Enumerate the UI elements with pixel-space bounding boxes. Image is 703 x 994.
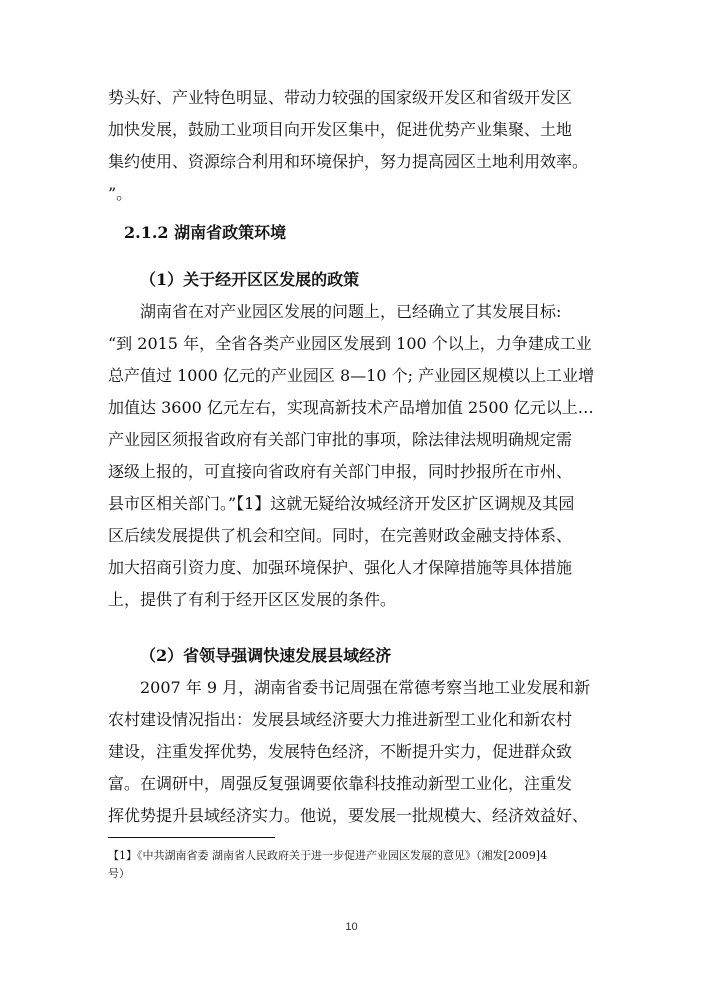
paragraph-line: 加快发展，鼓励工业项目向开发区集中，促进优势产业集聚、土地 bbox=[108, 120, 573, 139]
paragraph-line: 农村建设情况指出：发展县域经济要大力推进新型工业化和新农村 bbox=[108, 710, 573, 729]
paragraph-line: 加大招商引资力度、加强环境保护、强化人才保障措施等具体措施 bbox=[108, 558, 573, 577]
paragraph-line: 建设，注重发挥优势，发展特色经济，不断提升实力，促进群众致 bbox=[108, 742, 573, 761]
section-heading: 2.1.2 湖南省政策环境 bbox=[124, 223, 287, 242]
paragraph-line: 势头好、产业特色明显、带动力较强的国家级开发区和省级开发区 bbox=[108, 88, 573, 107]
paragraph-line: 区后续发展提供了机会和空间。同时，在完善财政金融支持体系、 bbox=[108, 526, 573, 545]
paragraph-line: “到 2015 年，全省各类产业园区发展到 100 个以上，力争建成工业 bbox=[108, 334, 592, 353]
subsection-heading: （1）关于经开区区发展的政策 bbox=[140, 270, 360, 289]
paragraph-line: 湖南省在对产业园区发展的问题上，已经确立了其发展目标: bbox=[140, 302, 562, 321]
paragraph-line: 上，提供了有利于经开区区发展的条件。 bbox=[108, 590, 397, 609]
paragraph-line: 挥优势提升县域经济实力。他说，要发展一批规模大、经济效益好、 bbox=[108, 806, 589, 825]
paragraph-line: 2007 年 9 月，湖南省委书记周强在常德考察当地工业发展和新 bbox=[140, 678, 591, 697]
page-number: 10 bbox=[345, 921, 358, 933]
footnote-divider bbox=[108, 837, 275, 838]
paragraph-line: 富。在调研中，周强反复强调要依靠科技推动新型工业化，注重发 bbox=[108, 774, 573, 793]
paragraph-line: 集约使用、资源综合利用和环境保护，努力提高园区土地利用效率。 bbox=[108, 152, 589, 171]
paragraph-line: 加值达 3600 亿元左右，实现高新技术产品增加值 2500 亿元以上… bbox=[108, 398, 594, 417]
paragraph-line: 产业园区须报省政府有关部门审批的事项，除法律法规明确规定需 bbox=[108, 430, 573, 449]
footnote-line: 号） bbox=[108, 867, 130, 880]
paragraph-line: 总产值过 1000 亿元的产业园区 8—10 个; 产业园区规模以上工业增 bbox=[108, 366, 595, 385]
paragraph-line: 逐级上报的，可直接向省政府有关部门申报，同时抄报所在市州、 bbox=[108, 462, 573, 481]
paragraph-line: ”。 bbox=[108, 184, 133, 203]
subsection-heading: （2）省领导强调快速发展县域经济 bbox=[140, 646, 392, 665]
paragraph-line: 县市区相关部门。”【1】这就无疑给汝城经济开发区扩区调规及其园 bbox=[108, 494, 575, 513]
footnote-line: 【1】《中共湖南省委 湖南省人民政府关于进一步促进产业园区发展的意见》（湘发[2009]4 bbox=[108, 849, 548, 862]
